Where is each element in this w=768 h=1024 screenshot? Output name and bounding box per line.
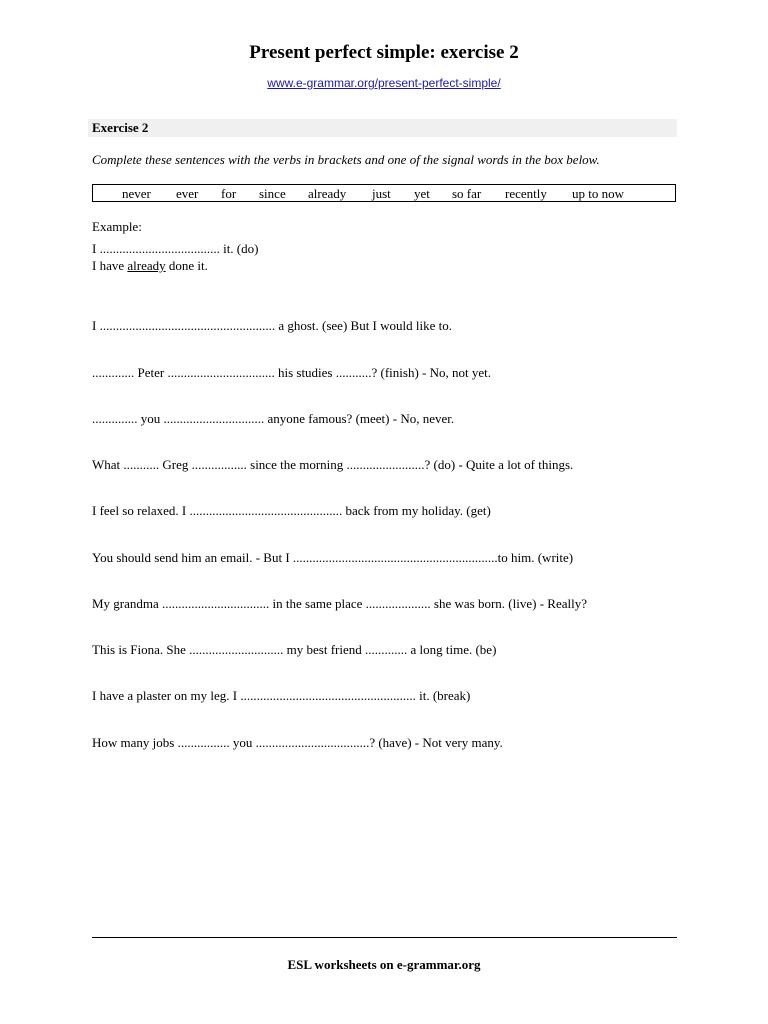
exercise-sentence-6: You should send him an email. - But I ...............................................................to him. (write) bbox=[92, 550, 574, 565]
signal-word: already bbox=[308, 186, 347, 201]
footer-text: ESL worksheets on e-grammar.org bbox=[287, 957, 481, 972]
signal-word: yet bbox=[414, 186, 430, 201]
signal-word: recently bbox=[505, 186, 547, 201]
signal-word: never bbox=[122, 186, 151, 201]
example-answer-end: done it. bbox=[165, 258, 208, 273]
signal-word: just bbox=[372, 186, 391, 201]
exercise-sentence-8: This is Fiona. She ............................. my best friend ............. a long time. (be) bbox=[92, 642, 497, 657]
instruction-text: Complete these sentences with the verbs in brackets and one of the signal words in the box below. bbox=[92, 152, 600, 167]
example-answer-start: I have bbox=[92, 258, 128, 273]
signal-word: ever bbox=[176, 186, 199, 201]
signal-word: so far bbox=[452, 186, 482, 201]
example-label: Example: bbox=[92, 219, 142, 234]
exercise-sentence-7: My grandma ................................. in the same place .................... she was born. (live) - Really? bbox=[92, 596, 587, 611]
exercise-sentence-2: ............. Peter ................................. his studies ...........? (finish) - No, not yet. bbox=[92, 365, 491, 380]
exercise-sentence-3: .............. you ............................... anyone famous? (meet) - No, never. bbox=[92, 411, 455, 426]
source-link[interactable]: www.e-grammar.org/present-perfect-simple/ bbox=[267, 76, 501, 90]
signal-word: for bbox=[221, 186, 237, 201]
footer-divider bbox=[92, 937, 677, 938]
signal-word-box bbox=[92, 184, 676, 202]
exercise-sentence-4: What ........... Greg ................. since the morning ........................? (do) - Quite a lot of things. bbox=[92, 457, 574, 472]
exercise-sentence-1: I ...................................................... a ghost. (see) But I would like to. bbox=[92, 318, 452, 333]
section-title: Exercise 2 bbox=[92, 120, 149, 135]
page-title: Present perfect simple: exercise 2 bbox=[249, 42, 519, 63]
exercise-sentence-5: I feel so relaxed. I ............................................... back from my holiday. (get) bbox=[92, 503, 491, 518]
signal-word: up to now bbox=[572, 186, 624, 201]
section-header bbox=[88, 119, 677, 137]
exercise-sentence-10: How many jobs ................ you ...................................? (have) - Not very many. bbox=[92, 735, 503, 750]
example-answer bbox=[92, 258, 208, 274]
example-signal-word: already bbox=[127, 258, 166, 273]
example-prompt: I ..................................... it. (do) bbox=[92, 241, 259, 256]
exercise-sentence-9: I have a plaster on my leg. I ...................................................... it. (break) bbox=[92, 688, 471, 703]
signal-word: since bbox=[259, 186, 286, 201]
